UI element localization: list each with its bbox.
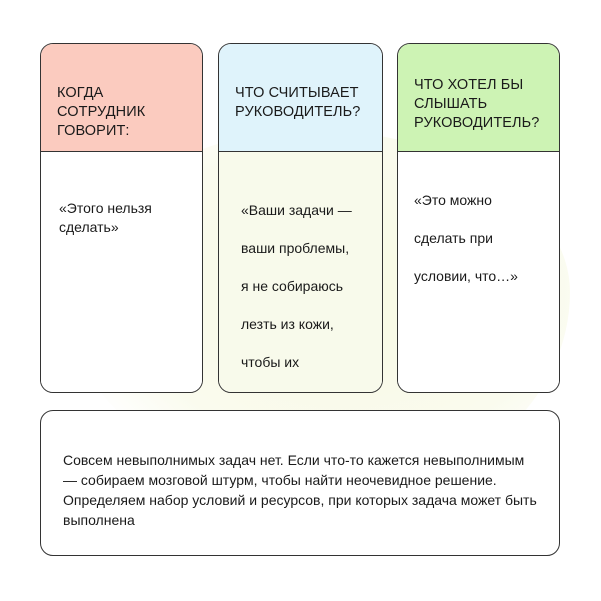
column-body-line: лезть из кожи, <box>241 316 334 332</box>
column-header: ЧТО СЧИТЫВАЕТ РУКОВОДИТЕЛЬ? <box>219 44 382 152</box>
column-manager-wants <box>397 43 560 393</box>
column-body-line <box>241 391 370 393</box>
column-employee-says <box>40 43 203 393</box>
column-body-line: «Ваши задачи — <box>241 202 352 218</box>
column-body-line: «Этого нельзя сделать» <box>59 200 152 235</box>
column-body <box>41 152 202 393</box>
summary-text: Совсем невыполнимых задач нет. Если что-то кажется невыполнимым — собираем мозговой штурм, чтобы найти неочевидное решение. Определяем набор условий и ресурсов, при которых задача может быть выполнена <box>63 452 537 528</box>
column-manager-reads <box>218 43 383 393</box>
column-header: КОГДА СОТРУДНИК ГОВОРИТ: <box>41 44 202 152</box>
column-body <box>219 152 382 393</box>
column-body-line: «Это можно <box>414 192 492 208</box>
column-header: ЧТО ХОТЕЛ БЫ СЛЫШАТЬ РУКОВОДИТЕЛЬ? <box>398 44 559 152</box>
column-body-line: чтобы их <box>241 354 300 370</box>
column-body-line: условии, что…» <box>414 268 518 284</box>
summary-box <box>40 410 560 556</box>
column-body <box>398 152 559 393</box>
column-body-line: сделать при <box>414 230 493 246</box>
column-body-line: я не собираюсь <box>241 278 344 294</box>
column-body-line: ваши проблемы, <box>241 240 350 256</box>
